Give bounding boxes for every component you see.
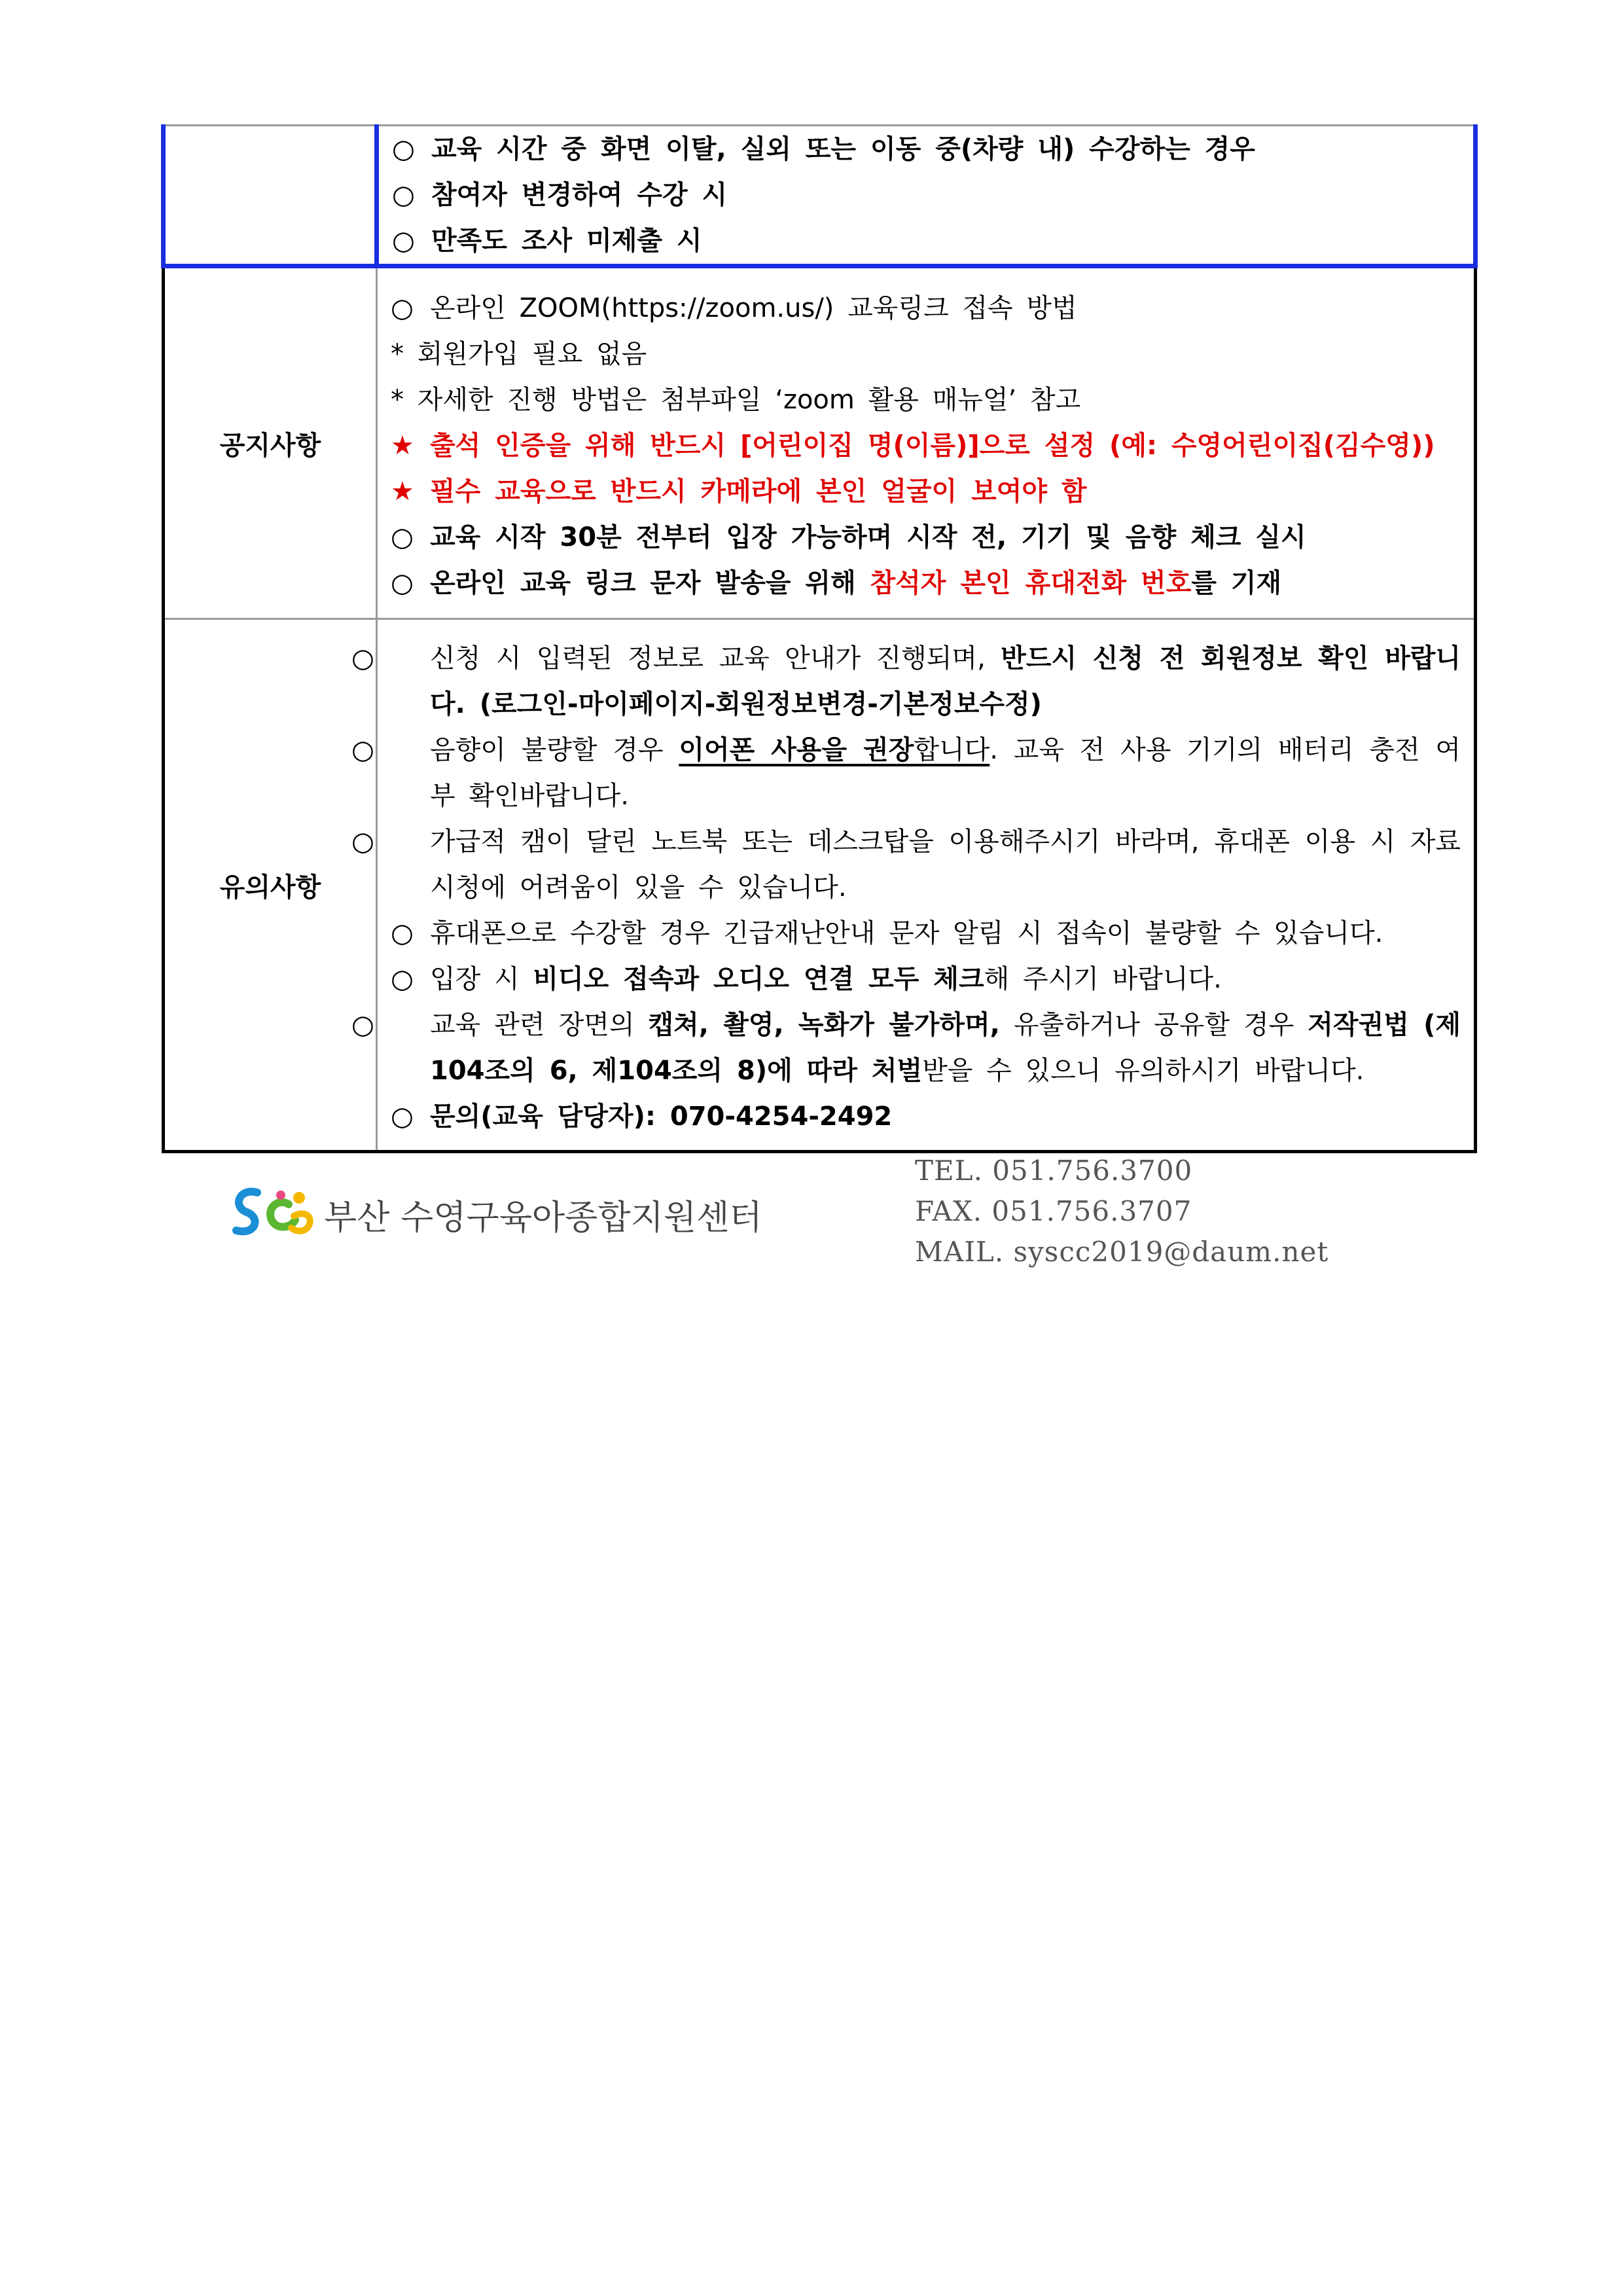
caution-label: 유의사항 xyxy=(164,619,377,1152)
list-item: ○ 휴대폰으로 수강할 경우 긴급재난안내 문자 알림 시 접속이 불량할 수 있습니다. xyxy=(391,910,1461,956)
list-item: ○ 음향이 불량할 경우 이어폰 사용을 권장합니다. 교육 전 사용 기기의 배터리 충전 여부 확인바랍니다. xyxy=(391,727,1461,819)
table-row-notice xyxy=(164,266,1476,619)
list-item: ○ 문의(교육 담당자): 070-4254-2492 xyxy=(391,1094,1461,1139)
star-icon: ★ xyxy=(391,431,414,461)
circle-icon: ○ xyxy=(391,522,414,552)
list-item: ○ 가급적 캠이 달린 노트북 또는 데스크탑을 이용해주시기 바라며, 휴대폰 이용 시 자료 시청에 어려움이 있을 수 있습니다. xyxy=(391,819,1461,910)
info-table xyxy=(161,124,1478,1153)
circle-icon: ○ xyxy=(391,1102,414,1132)
star-icon: ★ xyxy=(391,476,414,507)
list-item: ★ 출석 인증을 위해 반드시 [어린이집 명(이름)]으로 설정 (예: 수영어린이집(김수영)) xyxy=(391,423,1461,469)
tel-text: TEL. 051.756.3700 xyxy=(915,1155,1193,1187)
circle-icon: ○ xyxy=(351,643,374,673)
circle-icon: ○ xyxy=(392,226,415,256)
circle-icon: ○ xyxy=(391,918,414,948)
notice-cell xyxy=(377,266,1476,619)
table-row-caution xyxy=(164,619,1476,1152)
org-name: 부산 수영구육아종합지원센터 xyxy=(324,1198,762,1238)
conditions-cell xyxy=(377,126,1476,266)
notice-label: 공지사항 xyxy=(164,266,377,619)
circle-icon: ○ xyxy=(351,827,374,857)
circle-icon: ○ xyxy=(392,180,415,210)
list-item: ○ 온라인 ZOOM(https://zoom.us/) 교육링크 접속 방법 xyxy=(391,285,1461,331)
circle-icon: ○ xyxy=(391,964,414,994)
circle-icon: ○ xyxy=(392,134,415,164)
list-item: ○ 교육 시작 30분 전부터 입장 가능하며 시작 전, 기기 및 음향 체크 실시 xyxy=(391,514,1461,560)
list-item: ○ 신청 시 입력된 정보로 교육 안내가 진행되며, 반드시 신청 전 회원정보 확인 바랍니다. (로그인-마이페이지-회원정보변경-기본정보수정) xyxy=(391,636,1461,727)
list-item: * 회원가입 필요 없음 xyxy=(391,339,647,369)
fax-text: FAX. 051.756.3707 xyxy=(915,1195,1192,1227)
label-cell-empty xyxy=(164,126,377,266)
mail-text: MAIL. syscc2019@daum.net xyxy=(915,1236,1329,1268)
list-item: ○ 교육 시간 중 화면 이탈, 실외 또는 이동 중(차량 내) 수강하는 경우 xyxy=(392,126,1460,172)
list-item: ○ 교육 관련 장면의 캡쳐, 촬영, 녹화가 불가하며, 유출하거나 공유할 경우 저작권법 (제104조의 6, 제104조의 8)에 따라 처벌받을 수 있으니 유의하시기 바랍니다. xyxy=(391,1002,1461,1094)
list-item: ○ 온라인 교육 링크 문자 발송을 위해 참석자 본인 휴대전화 번호를 기재 xyxy=(391,560,1461,606)
logo-mark-icon xyxy=(226,1178,317,1244)
list-item: ○ 만족도 조사 미제출 시 xyxy=(392,218,1460,264)
contact-info xyxy=(915,1151,1329,1272)
caution-cell xyxy=(351,619,1476,1152)
list-item: * 자세한 진행 방법은 첨부파일 ‘zoom 활용 매뉴얼’ 참고 xyxy=(391,385,1081,415)
circle-icon: ○ xyxy=(391,293,414,323)
table-row-conditions xyxy=(164,126,1476,266)
circle-icon: ○ xyxy=(351,1010,374,1040)
list-item: ★ 필수 교육으로 반드시 카메라에 본인 얼굴이 보여야 함 xyxy=(391,469,1461,514)
list-item: ○ 입장 시 비디오 접속과 오디오 연결 모두 체크해 주시기 바랍니다. xyxy=(391,956,1461,1002)
circle-icon: ○ xyxy=(391,568,414,598)
org-logo xyxy=(226,1178,762,1244)
circle-icon: ○ xyxy=(351,735,374,765)
list-item: ○ 참여자 변경하여 수강 시 xyxy=(392,172,1460,218)
